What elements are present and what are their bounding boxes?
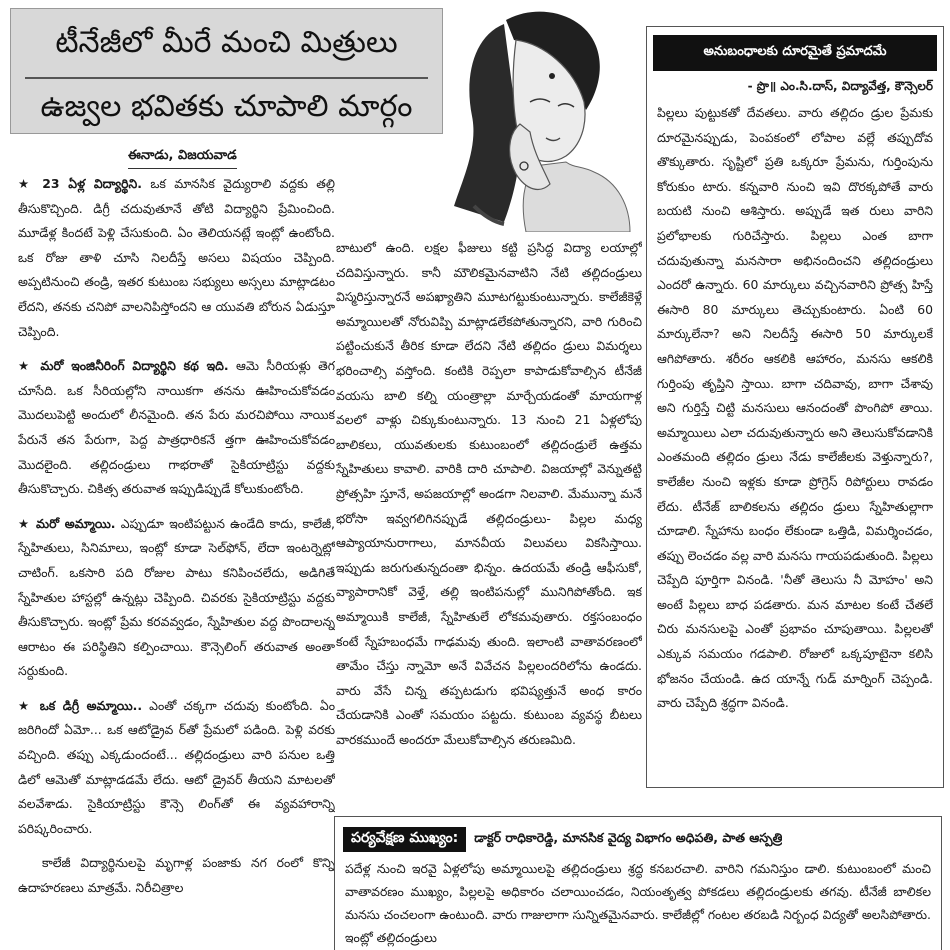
spacer xyxy=(18,841,335,851)
story-lead: ★ 23 ఏళ్ల విద్యార్థిని. xyxy=(18,176,142,191)
story-paragraph xyxy=(18,354,335,502)
story-text: ఒక మానసిక వైద్యురాలి వద్దకు తల్లి తీసుకొచ్చింది. డిగ్రీ చదువుతూనే తోటి విద్యార్థిని ప్రేమించింది. మూడేళ్ల కిందటే పెళ్లి చేసుకుంది. ఏం తెలియనట్లే ఇంట్లో ఉంటోంది. ఒక రోజు తాళి చూసి నిలదీస్తే అసలు విషయం చెప్పింది. అప్పటినుంచి తండ్రి, ఇతర కుటుంబ సభ్యులు అస్సలు మాట్లాడటం లేదని, తనకు చనిపో వాలనిపిస్తోందని ఆ యువతి బోరున ఏడుస్తూ చెప్పింది. xyxy=(18,176,335,339)
middle-column-text: బాటులో ఉంది. లక్షల ఫీజులు కట్టి ప్రసిద్ధ విద్యా లయాల్లో చదివిస్తున్నారు. కానీ మౌలికమైనవాటిని నేటి తల్లిదండ్రులు విస్మరిస్తున్నారనే అపఖ్యాతిని మూటగట్టుకుంటున్నారు. కాలేజీకెళ్లే అమ్మాయిలతో నోరువిప్పి మాట్లాడలేకపోతున్నారని, వారి గురించి పట్టించుకునే తీరిక కూడా లేదని నేటి తల్లిదం డ్రులు విమర్శలు భరించాల్సి వస్తోంది. కంటికి రెప్పలా కాపాడుకోవాల్సిన టీనేజీ వయసు బాలి కల్ని యంత్రాల్లా మార్చేయడంతో మాయగాళ్ల వలలో వాళ్లు చిక్కుకుంటున్నారు. 13 నుంచి 21 ఏళ్లలోపు బాలికలు, యువతులకు కుటుంబంలో తల్లిదండ్రులే ఉత్తమ స్నేహితులు కావాలి. వారికి దారి చూపాలి. విజయాల్లో వెన్నుతట్టి ప్రోత్సహి స్తూనే, అపజయాల్లో అండగా నిలవాలి. మేమున్నా మనే భరోసా ఇవ్వగలిగినప్పుడే తల్లిదండ్రులు- పిల్లల మధ్య ఆప్యాయానురాగాలు, మానవీయ విలువలు వికసిస్తాయి. ఇప్పుడు జరుగుతున్నదంతా భిన్నం. ఉదయమే తండ్రి ఆఫీసుకో, వ్యాపారానికో వెళ్తే, తల్లి ఇంటిపనుల్లో మునిగిపోతోంది. ఇక అమ్మాయికి కాలేజీ, స్నేహితులే లోకమవుతారు. రక్తసంబంధం కంటే స్నేహబంధమే గాఢమవు తుంది. ఇలాంటి వాతావరణంలో తామేం చేస్తు న్నామో అనే వివేచన పిల్లలందరిలోను ఉండదు. వారు వేసే చిన్న తప్పటడుగు భవిష్యత్తునే అంధ కారం చేయడానికి ఎంతో సమయం పట్టదు. కుటుంబ వ్యవస్థ బీటలు వారకముందే అందరూ మేలుకోవాల్సిన తరుణమిది. xyxy=(336,240,642,747)
bottom-box xyxy=(334,816,942,950)
sidebar-title: అనుబంధాలకు దూరమైతే ప్రమాదమే xyxy=(653,35,937,71)
illustration-girl xyxy=(434,6,634,232)
middle-column xyxy=(336,236,642,806)
story-text: ఎంతో చక్కగా చదువు కుంటోంది. ఏం జరిగిందో ఏమో... ఒక ఆటోడ్రైవ ర్‌తో ప్రేమలో పడింది. పెళ్లి వరకు వచ్చింది. తప్పు ఎక్కడుందంటే... తల్లిదండ్రులు వారి పనుల ఒత్తి డిలో ఆమెతో మాట్లాడడమే లేదు. ఆటో డ్రైవర్ తీయని మాటలతో వలవేశాడు. సైకియాట్రిస్టు కౌన్సె లింగ్‌తో ఈ వ్యవహారాన్ని పరిష్కరించారు. xyxy=(18,697,335,836)
bottom-box-body: పదేళ్ల నుంచి ఇరవై ఏళ్లలోపు అమ్మాయిలపై తల్లిదండ్రులు శ్రద్ధ కనబరచాలి. వారిని గమనిస్తుం డాలి. కుటుంబంలో మంచి వాతావరణం ముఖ్యం, పిల్లలపై అధికారం చలాయించడం, నియంతృత్వ పోకడలు తల్లిదండ్రులకు తగవు. టీనేజీ బాలికల మనసు చంచలంగా ఉంటుంది. వారు గాజులాగా సున్నితమైనవారు. కాలేజీల్లో గంటల తరబడి నిర్బంధ విద్యతో అలసిపోతారు. ఇంట్లో తల్లిదండ్రులు xyxy=(345,861,931,945)
bottom-box-header xyxy=(343,825,933,853)
story-text: ఆమె సీరియళ్లు తెగ చూసేది. ఒక సీరియల్లోని నాయికగా తనను ఊహించుకోవడం మొదలుపెట్టి అందులో లీనమైంది. తన పేరు మరచిపోయి నాయిక పేరునే తన పేరుగా, పెద్ద పాత్రధారికనే త్తగా ఊహించుకోవడం మొదలైంది. తల్లిదండ్రులు గాభరాతో సైకియాట్రిస్టు వద్దకు తీసుకొచ్చారు. చికిత్స తరువాత ఇప్పుడిప్పుడే కోలుకుంటోంది. xyxy=(18,358,335,497)
bottom-box-desc: డాక్టర్ రాధికారెడ్డి, మానసిక వైద్య విభాగం అధిపతి, పాత ఆస్పత్రి xyxy=(474,829,783,845)
story-text: కాలేజీ విద్యార్థినులపై మృగాళ్ల పంజాకు నగ రంలో కొన్ని ఉదాహరణలు మాత్రమే. నిరీచిత్రాల xyxy=(18,855,335,896)
story-text: ఎప్పుడూ ఇంటిపట్టున ఉండేది కాదు, కాలేజీ, స్నేహితులు, సినిమాలు, ఇంట్లో కూడా సెల్‌ఫోన్, లేదా ఇంటర్నెట్లో చాటింగ్. ఒకసారి పది రోజుల పాటు కనిపించలేదు, అడిగితే స్నేహితుల హాస్టల్లో ఉన్నట్లు చెప్పింది. చివరకు సైకియాట్రిస్టు వద్దకు తీసుకొచ్చారు. ఇంట్లో ప్రేమ కరవవ్వడం, స్నేహితుల వద్ద పొందాలన్న ఆరాటం ఈ పరిస్థితిని కల్పించాయి. కౌన్సెలింగ్ తరువాత అంతా సర్దుకుంది. xyxy=(18,515,335,679)
story-lead: ★ మరో ఇంజినీరింగ్ విద్యార్థిని కథ ఇది. xyxy=(18,358,229,374)
sidebar-body: పిల్లలు పుట్టుకతో దేవతలు. వారు తల్లిదం డ్రుల ప్రేమకు దూరమైనప్పుడు, పెంపకంలో లోపాల వల్లే తప్పుదోవ తొక్కుతారు. సృష్టిలో ప్రతి ఒక్కరూ ప్రేమను, గుర్తింపును కోరుకుం టారు. కన్నవారి నుంచి ఇవి దొరక్కపోతే వారు బయటి నుంచి ఆశిస్తారు. అప్పుడే ఇత రులు వారిని ప్రలోభాలకు గురిచేస్తారు. పిల్లలు ఎంత బాగా చదువుతున్నా మనసారా అభినందించని తల్లిదండ్రులు ఎందరో ఉన్నారు. 60 మార్కులు వచ్చినవారిని ప్రోత్స హిస్తే ఈసారి 80 మార్కులు తెచ్చుకుంటారు. ఏంటి 60 మార్కులేనా? అని నిలదీస్తే ఈసారి 50 మార్కులకే ఆగిపోతారు. శరీరం ఆకలికి ఆహారం, మనసు ఆకలికి గుర్తింపు తృప్తిని స్తాయి. బాగా చదివావు, బాగా చేశావు అని గుర్తిస్తే చిట్టి మనసులు ఆనందంతో పొంగిపో తాయి. అమ్మాయిలు ఎలా చదువుతున్నారు అని తెలుసుకోవడానికి ఎంతమంది తల్లిదం డ్రులు నేడు కాలేజీలకు వెళ్తున్నారు?, కాలేజీల నుంచి ఇళ్లకు కూడా ప్రోగ్రెస్ రిపోర్టులు రావడం లేదు. టీనేజ్ బాలికలను తల్లిదం డ్రులు స్నేహితుల్లాగా చూడాలి. స్నేహాను బంధం లేకుండా ఒత్తిడి, విమర్శించడం, తప్పు లెంచడం వల్ల వారి మనసు గాయపడుతుంది. పిల్లలు చెప్పేది పూర్తిగా వినండి. 'నీతో తెలుసు నీ మోహం' అని అంటే పిల్లలు బాధ పడతారు. మన మాటల కంటే చేతలే చిరు మనసులపై ఎంతో ప్రభావం చూపుతాయి. పిల్లలతో ఎక్కువ సమయం గడపాలి. రోజులో ఒక్కపూటైనా కలిసి భోజనం చేయండి. ఉద యాన్నే గుడ్ మార్నింగ్ చెప్పండి. వారు చెప్పేది శ్రద్ధగా వినండి. xyxy=(657,105,933,711)
story-paragraph xyxy=(18,172,335,344)
story-paragraph xyxy=(18,694,335,842)
byline: ఈనాడు, విజయవాడ xyxy=(128,148,237,169)
story-lead: ★ ఒక డిగ్రీ అమ్మాయి.. xyxy=(18,697,143,713)
headline-divider xyxy=(25,77,428,79)
story-lead: ★ మరో అమ్మాయి. xyxy=(18,515,116,531)
sidebar-box xyxy=(646,26,944,788)
left-column xyxy=(18,172,335,950)
headline-line-1: టీనేజీలో మీరే మంచి మిత్రులు xyxy=(55,25,398,60)
bottom-box-label: పర్యవేక్షణ ముఖ్యం: xyxy=(343,827,466,852)
headline-box xyxy=(10,8,443,134)
illustration-girl-drawing xyxy=(434,6,634,232)
headline-line-2: ఉజ్వల భవితకు చూపాలి మార్గం xyxy=(40,89,413,124)
spacer xyxy=(18,502,335,512)
story-paragraph xyxy=(18,512,335,684)
spacer xyxy=(18,684,335,694)
story-paragraph xyxy=(18,851,335,900)
sidebar-author: - ప్రొ॥ ఎం.సి.దాస్, విద్యావేత్త, కౌన్సెలర్ xyxy=(747,79,933,93)
spacer xyxy=(18,344,335,354)
